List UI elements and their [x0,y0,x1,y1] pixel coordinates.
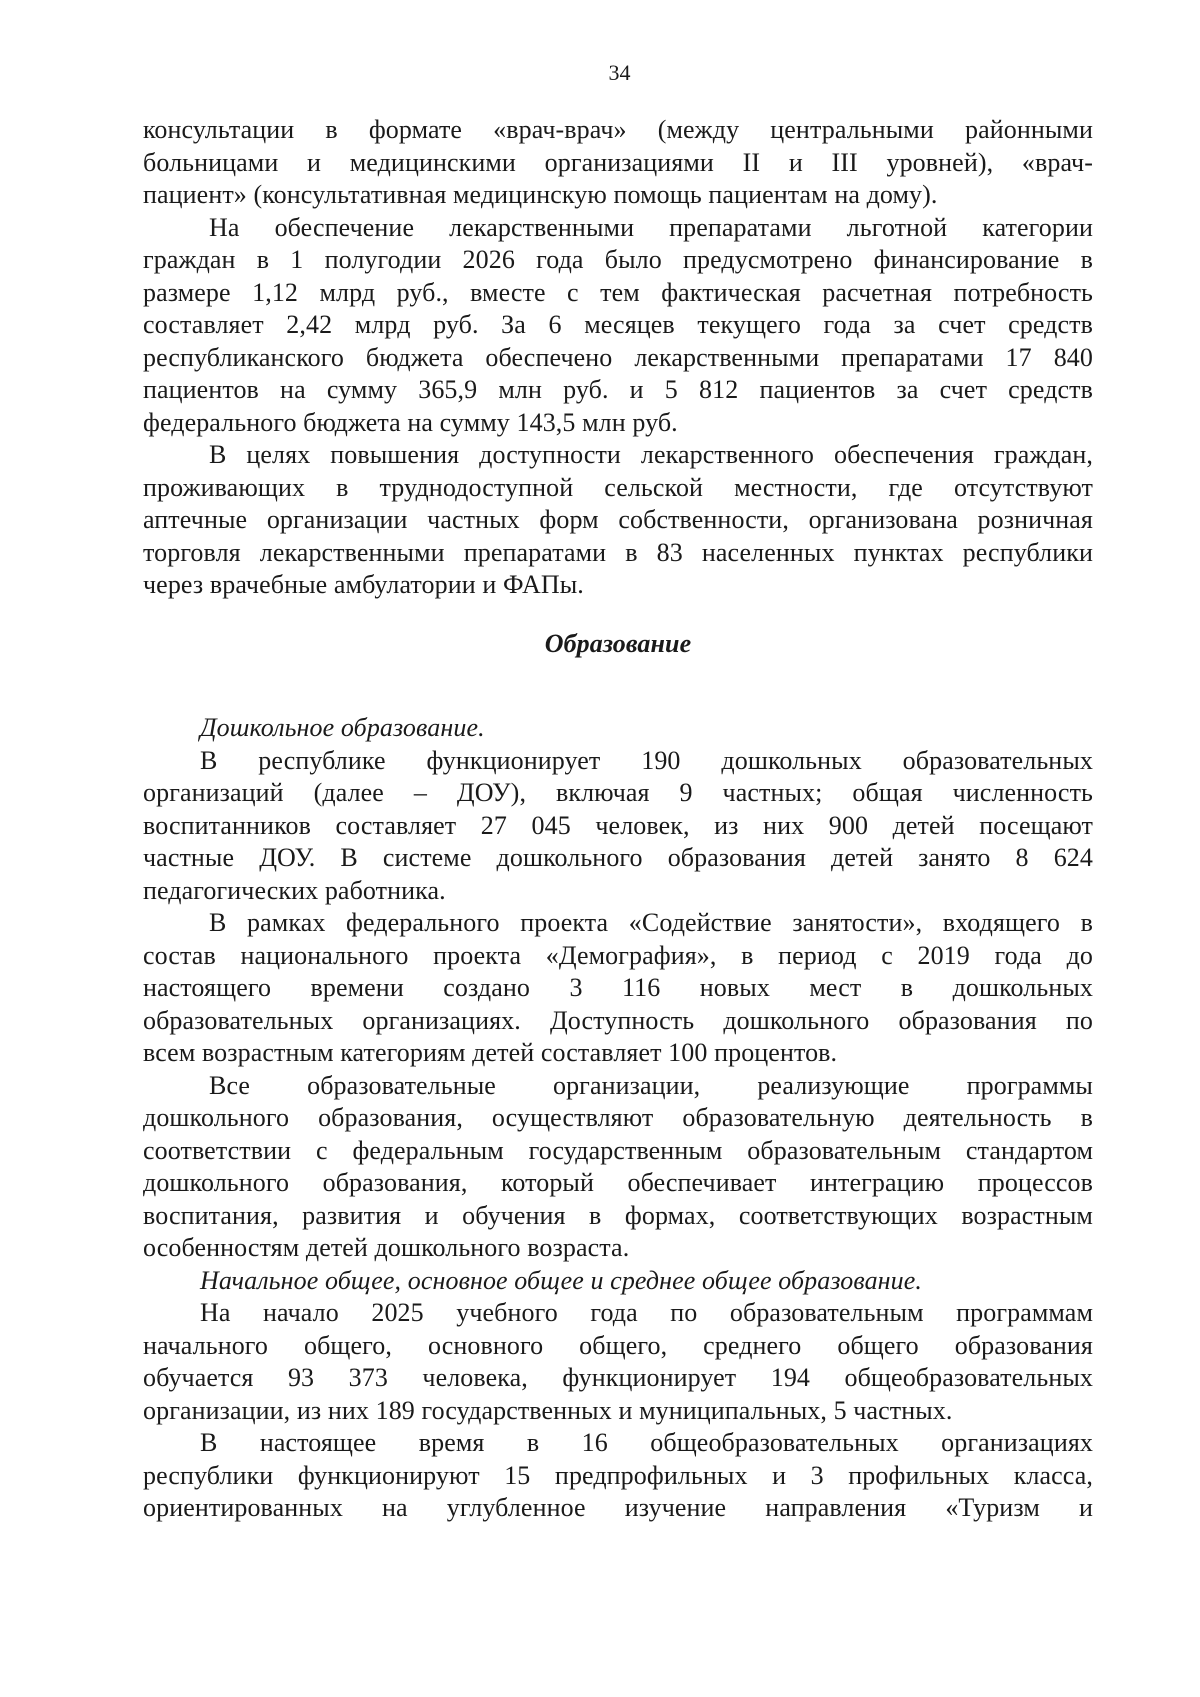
text-line: федерального бюджета на сумму 143,5 млн руб. [143,407,678,437]
text-line: обучается 93 373 человека, функционирует 194 общеобразовательных [143,1363,1093,1392]
text-line: пациент» (консультативная медицинскую помощь пациентам на дому). [143,180,938,209]
text-line: всем возрастным категориям детей составляет 100 процентов. [143,1038,838,1067]
text-line: организации, из них 189 государственных и муниципальных, 5 частных. [143,1395,953,1425]
text-line: воспитанников составляет 27 045 человек, из них 900 детей посещают [143,810,1093,840]
text-line: пациентов на сумму 365,9 млн руб. и 5 812 пациентов за счет средств [143,375,1093,404]
section-heading: Образование [544,628,692,658]
text-line: особенностям детей дошкольного возраста. [143,1233,630,1262]
text-line: составляет 2,42 млрд руб. За 6 месяцев текущего года за счет средств [143,310,1093,339]
subheading-general-education: Начальное общее, основное общее и среднее общее образование. [200,1265,923,1295]
paragraph-block-preschool [143,745,1093,1265]
text-line: дошкольного образования, осуществляют образовательную деятельность в [143,1103,1093,1132]
text-line: размере 1,12 млрд руб., вместе с тем фактическая расчетная потребность [143,277,1093,307]
text-line: образовательных организациях. Доступность дошкольного образования по [143,1005,1093,1035]
subheading-preschool: Дошкольное образование. [200,713,485,742]
text-line: настоящего времени создано 3 116 новых мест в дошкольных [143,973,1093,1002]
text-line: воспитания, развития и обучения в формах, соответствующих возрастным [143,1200,1093,1230]
text-line: торговля лекарственными препаратами в 83 населенных пунктах республики [143,537,1093,567]
page-number: 34 [608,60,631,85]
text-line: В республике функционирует 190 дошкольных образовательных [200,745,1093,775]
text-line: В рамках федерального проекта «Содействие занятости», входящего в [209,908,1093,937]
text-line: состав национального проекта «Демография», в период с 2019 года до [143,940,1093,970]
text-line: через врачебные амбулатории и ФАПы. [143,570,584,599]
text-line: больницами и медицинскими организациями II и III уровней), «врач- [143,147,1093,177]
text-line: консультации в формате «врач-врач» (между центральными районными [143,115,1093,144]
text-line: начального общего, основного общего, среднего общего образования [143,1330,1093,1360]
text-line: частные ДОУ. В системе дошкольного образования детей занято 8 624 [143,843,1093,872]
text-line: педагогических работника. [143,875,446,905]
text-line: граждан в 1 полугодии 2026 года было предусмотрено финансирование в [143,245,1093,274]
text-line: На начало 2025 учебного года по образовательным программам [200,1298,1093,1327]
text-line: аптечные организации частных форм собственности, организована розничная [143,505,1093,534]
text-line: республики функционируют 15 предпрофильных и 3 профильных класса, [143,1460,1093,1490]
paragraph-block-medical [143,114,1093,602]
text-line: ориентированных на углубленное изучение направления «Туризм и [143,1493,1093,1522]
text-line: организаций (далее – ДОУ), включая 9 частных; общая численность [143,778,1093,807]
text-line: В целях повышения доступности лекарственного обеспечения граждан, [209,440,1093,469]
text-line: На обеспечение лекарственными препаратами льготной категории [209,212,1093,242]
text-line: дошкольного образования, который обеспечивает интеграцию процессов [143,1168,1093,1197]
text-line: республиканского бюджета обеспечено лекарственными препаратами 17 840 [143,342,1093,372]
text-line: Все образовательные организации, реализующие программы [209,1070,1093,1100]
paragraph-block-general-education [143,1297,1093,1525]
text-line: проживающих в труднодоступной сельской местности, где отсутствуют [143,472,1093,502]
text-line: соответствии с федеральным государственным образовательным стандартом [143,1135,1093,1165]
document-body [143,114,1093,1525]
text-line: В настоящее время в 16 общеобразовательных организациях [200,1428,1093,1457]
